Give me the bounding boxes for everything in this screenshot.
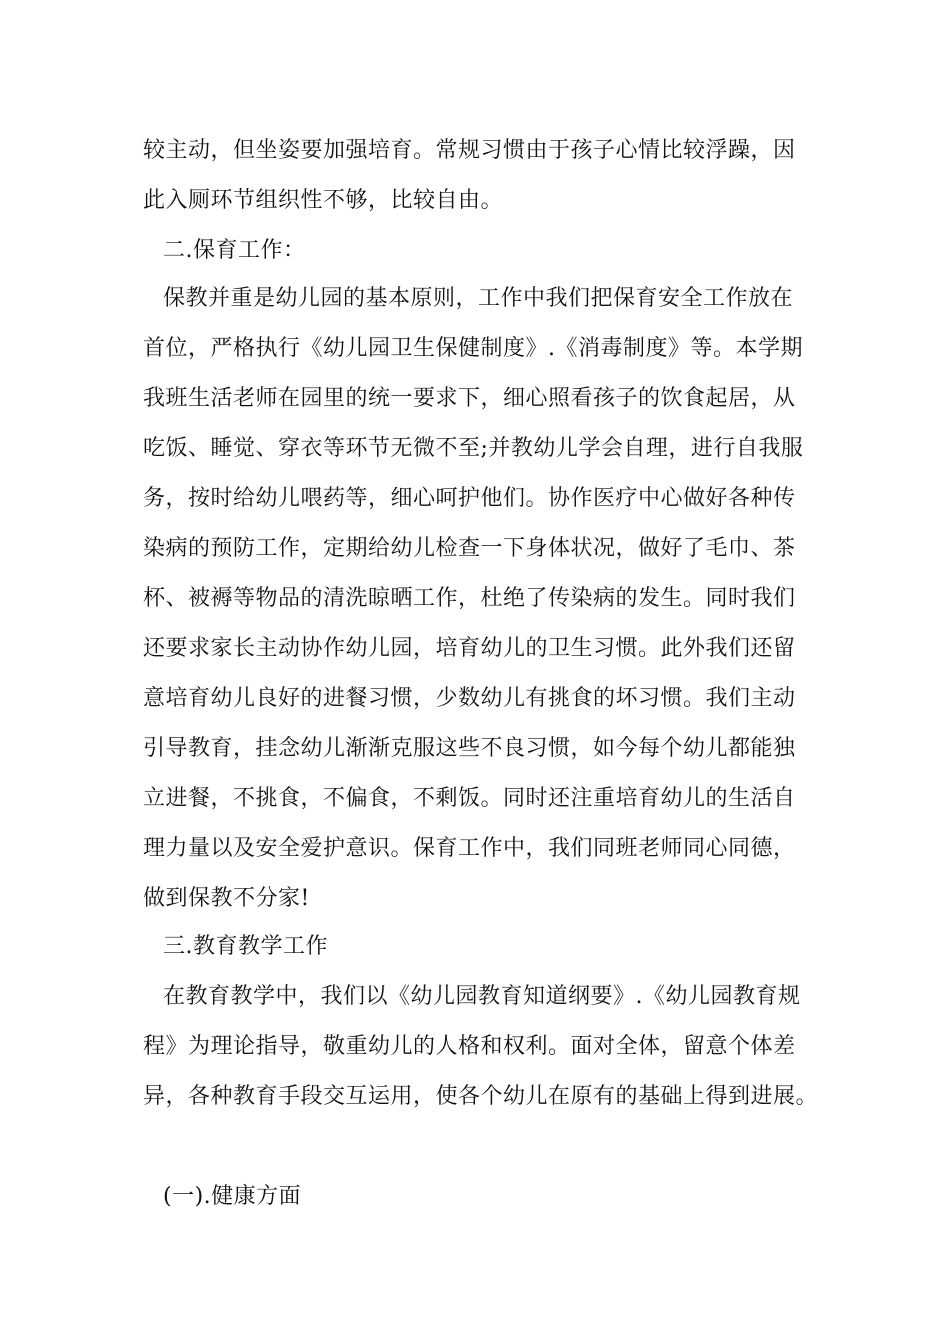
section-heading: 二.保育工作：: [163, 238, 306, 263]
paragraph-line: 程》为理论指导，敬重幼儿的人格和权利。面对全体，留意个体差: [143, 1034, 796, 1059]
paragraph-line: 较主动，但坐姿要加强培育。常规习惯由于孩子心情比较浮躁，因: [143, 138, 796, 163]
subsection-heading: (一).健康方面: [163, 1184, 302, 1209]
paragraph-line: 还要求家长主动协作幼儿园，培育幼儿的卫生习惯。此外我们还留: [143, 636, 796, 661]
paragraph-line: 意培育幼儿良好的进餐习惯，少数幼儿有挑食的坏习惯。我们主动: [143, 686, 796, 711]
paragraph-line: 此入厕环节组织性不够，比较自由。: [143, 188, 504, 213]
paragraph-line: 务，按时给幼儿喂药等，细心呵护他们。协作医疗中心做好各种传: [143, 486, 796, 511]
paragraph-line: 保教并重是幼儿园的基本原则，工作中我们把保育安全工作放在: [163, 286, 794, 311]
paragraph-line: 染病的预防工作，定期给幼儿检查一下身体状况，做好了毛巾、茶: [143, 536, 796, 561]
paragraph-line: 在教育教学中，我们以《幼儿园教育知道纲要》.《幼儿园教育规: [163, 984, 801, 1009]
paragraph-line: 首位，严格执行《幼儿园卫生保健制度》.《消毒制度》等。本学期: [143, 336, 803, 361]
paragraph-line: 我班生活老师在园里的统一要求下，细心照看孩子的饮食起居，从: [143, 386, 796, 411]
paragraph-line: 理力量以及安全爱护意识。保育工作中，我们同班老师同心同德，: [143, 836, 796, 861]
paragraph-line: 立进餐，不挑食，不偏食，不剩饭。同时还注重培育幼儿的生活自: [143, 786, 796, 811]
paragraph-line: 异，各种教育手段交互运用，使各个幼儿在原有的基础上得到进展。: [143, 1084, 819, 1109]
paragraph-line: 引导教育，挂念幼儿渐渐克服这些不良习惯，如今每个幼儿都能独: [143, 736, 796, 761]
paragraph-line: 吃饭、睡觉、穿衣等环节无微不至;并教幼儿学会自理，进行自我服: [143, 436, 804, 461]
paragraph-line: 做到保教不分家!: [143, 886, 310, 911]
paragraph-line: 杯、被褥等物品的清洗晾晒工作，杜绝了传染病的发生。同时我们: [143, 586, 796, 611]
section-heading: 三.教育教学工作: [163, 934, 328, 959]
